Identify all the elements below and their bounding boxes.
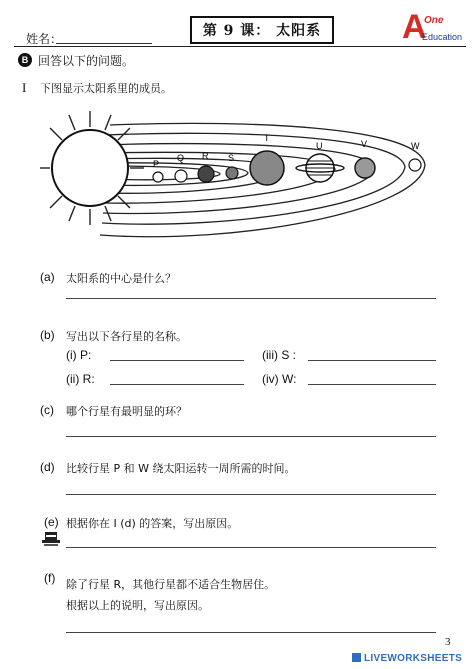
name-input-line[interactable] bbox=[56, 43, 152, 44]
logo-one-text: One bbox=[424, 15, 444, 26]
part-c-tag: (c) bbox=[40, 403, 54, 417]
planet-q bbox=[175, 170, 187, 182]
part-e-tag: (e) bbox=[44, 515, 59, 529]
question-stem: 下图显示太阳系里的成员。 bbox=[40, 82, 172, 95]
blank-line-s[interactable] bbox=[308, 360, 436, 361]
liveworksheets-logo-icon bbox=[352, 653, 361, 662]
part-f-answer-line[interactable] bbox=[66, 632, 436, 633]
header-divider bbox=[14, 46, 466, 47]
part-e-question: 根据你在 I (d) 的答案，写出原因。 bbox=[66, 517, 239, 530]
part-c-answer-line[interactable] bbox=[66, 436, 436, 437]
part-b-tag: (b) bbox=[40, 328, 55, 342]
label-q: Q bbox=[177, 153, 185, 163]
section-title: 回答以下的问题。 bbox=[38, 54, 135, 68]
part-a-answer-line[interactable] bbox=[66, 298, 436, 299]
part-a-question: 太阳系的中心是什么？ bbox=[66, 272, 176, 285]
part-f-statement: 除了行星 R，其他行星都不适合生物居住。 bbox=[66, 578, 276, 591]
name-label: 姓名： bbox=[26, 32, 63, 46]
a-one-education-logo bbox=[402, 8, 470, 50]
part-d-answer-line[interactable] bbox=[66, 494, 436, 495]
blank-label-s: (iii) S : bbox=[262, 348, 296, 362]
part-f-question: 根据以上的说明，写出原因。 bbox=[66, 599, 209, 612]
part-e-answer-line[interactable] bbox=[66, 547, 436, 548]
blank-line-p[interactable] bbox=[110, 360, 244, 361]
logo-letter: A bbox=[402, 8, 427, 46]
planet-v bbox=[355, 158, 375, 178]
label-r: R bbox=[202, 151, 209, 161]
blank-label-r: (ii) R: bbox=[66, 372, 95, 386]
label-v: V bbox=[361, 139, 368, 149]
part-a-tag: (a) bbox=[40, 270, 55, 284]
part-d-tag: (d) bbox=[40, 460, 55, 474]
logo-education-text: Education bbox=[422, 32, 463, 42]
section-badge: B bbox=[18, 53, 32, 67]
part-c-question: 哪个行星有最明显的环？ bbox=[66, 405, 187, 418]
planet-w bbox=[409, 159, 421, 171]
lesson-title: 第 9 课： 太阳系 bbox=[190, 16, 334, 44]
liveworksheets-watermark bbox=[352, 653, 462, 664]
planet-p bbox=[153, 172, 163, 182]
part-b-question: 写出以下各行星的名称。 bbox=[66, 330, 187, 343]
part-d-question: 比较行星 P 和 W 绕太阳运转一周所需的时间。 bbox=[66, 462, 296, 475]
planet-s bbox=[226, 167, 238, 179]
sun-icon bbox=[40, 111, 144, 225]
question-number: I bbox=[22, 80, 27, 95]
label-t: T bbox=[264, 133, 270, 143]
page-number: 3 bbox=[445, 636, 451, 648]
blank-line-r[interactable] bbox=[110, 384, 244, 385]
watermark-text: LIVEWORKSHEETS bbox=[364, 653, 463, 664]
planet-t bbox=[250, 151, 284, 185]
planet-r bbox=[198, 166, 214, 182]
label-p: P bbox=[153, 159, 160, 169]
part-f-tag: (f) bbox=[44, 571, 56, 585]
label-u: U bbox=[316, 141, 323, 151]
solar-system-diagram bbox=[40, 105, 460, 255]
blank-line-w[interactable] bbox=[308, 384, 436, 385]
blank-label-p: (i) P: bbox=[66, 348, 92, 362]
label-w: W bbox=[411, 141, 420, 151]
thinking-hat-icon bbox=[40, 530, 62, 548]
blank-label-w: (iv) W: bbox=[262, 372, 297, 386]
label-s: S bbox=[228, 153, 235, 163]
